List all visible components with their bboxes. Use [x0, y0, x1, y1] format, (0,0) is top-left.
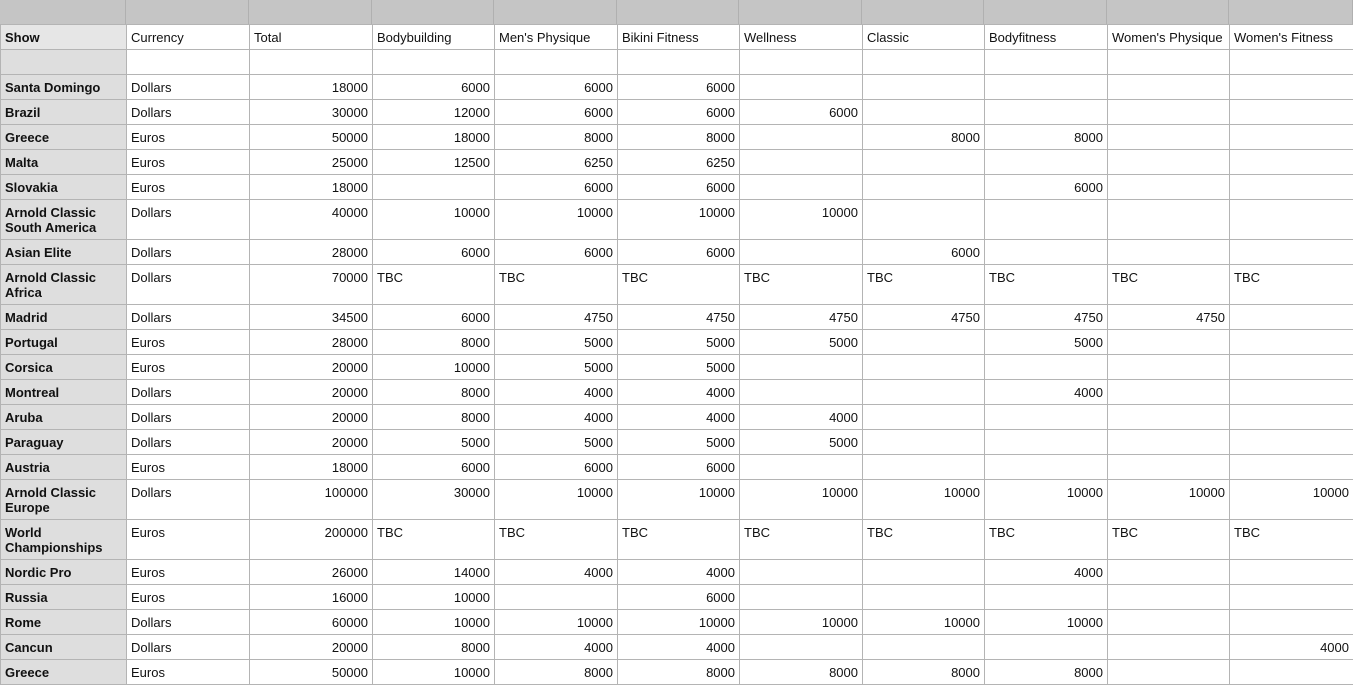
- cell-bodybuilding[interactable]: 8000: [373, 330, 495, 355]
- cell-womens-physique[interactable]: [1108, 240, 1230, 265]
- cell-mens-physique[interactable]: 5000: [495, 330, 618, 355]
- blank-cell[interactable]: [127, 50, 250, 75]
- cell-total[interactable]: 20000: [250, 430, 373, 455]
- cell-bikini-fitness[interactable]: 6000: [618, 455, 740, 480]
- cell-show[interactable]: Brazil: [1, 100, 127, 125]
- cell-currency[interactable]: Euros: [127, 455, 250, 480]
- cell-bikini-fitness[interactable]: 10000: [618, 480, 740, 520]
- cell-wellness[interactable]: TBC: [740, 265, 863, 305]
- cell-mens-physique[interactable]: 8000: [495, 660, 618, 685]
- table-row: [1, 430, 1353, 455]
- cell-currency[interactable]: Dollars: [127, 75, 250, 100]
- spreadsheet-grid: [0, 24, 1353, 685]
- table-row: [1, 560, 1353, 585]
- cell-classic[interactable]: [863, 430, 985, 455]
- cell-total[interactable]: 40000: [250, 200, 373, 240]
- table-row: [1, 265, 1353, 305]
- cell-womens-physique[interactable]: TBC: [1108, 265, 1230, 305]
- cell-bodybuilding[interactable]: 10000: [373, 355, 495, 380]
- cell-womens-fitness[interactable]: [1230, 330, 1353, 355]
- cell-currency[interactable]: Euros: [127, 330, 250, 355]
- cell-womens-fitness[interactable]: [1230, 355, 1353, 380]
- cell-bodybuilding[interactable]: 12500: [373, 150, 495, 175]
- cell-mens-physique[interactable]: 5000: [495, 430, 618, 455]
- cell-bodybuilding[interactable]: 10000: [373, 200, 495, 240]
- cell-total[interactable]: 20000: [250, 355, 373, 380]
- cell-mens-physique[interactable]: TBC: [495, 520, 618, 560]
- cell-bikini-fitness[interactable]: 8000: [618, 125, 740, 150]
- cell-total[interactable]: 26000: [250, 560, 373, 585]
- cell-bodyfitness[interactable]: [985, 355, 1108, 380]
- cell-womens-physique[interactable]: [1108, 560, 1230, 585]
- header-cell-womens-physique[interactable]: Women's Physique: [1108, 25, 1230, 50]
- cell-show[interactable]: Aruba: [1, 405, 127, 430]
- cell-mens-physique[interactable]: 6000: [495, 455, 618, 480]
- cell-bodyfitness[interactable]: 4000: [985, 380, 1108, 405]
- cell-total[interactable]: 30000: [250, 100, 373, 125]
- cell-bodybuilding[interactable]: 10000: [373, 610, 495, 635]
- blank-cell[interactable]: [1108, 50, 1230, 75]
- cell-wellness[interactable]: [740, 560, 863, 585]
- cell-womens-fitness[interactable]: [1230, 660, 1353, 685]
- table-row: [1, 150, 1353, 175]
- cell-classic[interactable]: 6000: [863, 240, 985, 265]
- cell-currency[interactable]: Euros: [127, 150, 250, 175]
- cell-classic[interactable]: [863, 405, 985, 430]
- cell-show[interactable]: Madrid: [1, 305, 127, 330]
- blank-cell[interactable]: [740, 50, 863, 75]
- table-row: [1, 380, 1353, 405]
- cell-bikini-fitness[interactable]: 6000: [618, 175, 740, 200]
- header-cell-wellness[interactable]: Wellness: [740, 25, 863, 50]
- cell-bodyfitness[interactable]: [985, 455, 1108, 480]
- cell-mens-physique[interactable]: 4000: [495, 380, 618, 405]
- cell-womens-physique[interactable]: [1108, 150, 1230, 175]
- cell-bodyfitness[interactable]: [985, 430, 1108, 455]
- cell-show[interactable]: Nordic Pro: [1, 560, 127, 585]
- cell-womens-physique[interactable]: [1108, 660, 1230, 685]
- cell-mens-physique[interactable]: 4000: [495, 405, 618, 430]
- cell-bodybuilding[interactable]: 18000: [373, 125, 495, 150]
- cell-wellness[interactable]: [740, 355, 863, 380]
- cell-classic[interactable]: 8000: [863, 125, 985, 150]
- cell-currency[interactable]: Dollars: [127, 265, 250, 305]
- cell-bodybuilding[interactable]: 5000: [373, 430, 495, 455]
- cell-total[interactable]: 16000: [250, 585, 373, 610]
- header-cell-total[interactable]: Total: [250, 25, 373, 50]
- cell-wellness[interactable]: TBC: [740, 520, 863, 560]
- table-row: [1, 100, 1353, 125]
- table-row: [1, 610, 1353, 635]
- cell-currency[interactable]: Dollars: [127, 480, 250, 520]
- blank-cell[interactable]: [373, 50, 495, 75]
- cell-currency[interactable]: Euros: [127, 585, 250, 610]
- cell-bodyfitness[interactable]: [985, 100, 1108, 125]
- cell-wellness[interactable]: [740, 380, 863, 405]
- cell-total[interactable]: 20000: [250, 635, 373, 660]
- table-row: [1, 660, 1353, 685]
- cell-classic[interactable]: [863, 560, 985, 585]
- cell-womens-fitness[interactable]: [1230, 560, 1353, 585]
- cell-womens-physique[interactable]: [1108, 75, 1230, 100]
- cell-wellness[interactable]: [740, 585, 863, 610]
- cell-wellness[interactable]: [740, 75, 863, 100]
- cell-show[interactable]: Malta: [1, 150, 127, 175]
- cell-mens-physique[interactable]: 6000: [495, 75, 618, 100]
- cell-bodybuilding[interactable]: 10000: [373, 660, 495, 685]
- cell-bikini-fitness[interactable]: 5000: [618, 355, 740, 380]
- cell-mens-physique[interactable]: TBC: [495, 265, 618, 305]
- cell-bodyfitness[interactable]: [985, 585, 1108, 610]
- cell-wellness[interactable]: [740, 125, 863, 150]
- cell-total[interactable]: 50000: [250, 660, 373, 685]
- cell-bikini-fitness[interactable]: 4750: [618, 305, 740, 330]
- cell-womens-fitness[interactable]: [1230, 125, 1353, 150]
- table-row: [1, 200, 1353, 240]
- cell-wellness[interactable]: 4750: [740, 305, 863, 330]
- blank-cell[interactable]: [250, 50, 373, 75]
- cell-womens-physique[interactable]: TBC: [1108, 520, 1230, 560]
- cell-show[interactable]: Slovakia: [1, 175, 127, 200]
- cell-womens-fitness[interactable]: [1230, 610, 1353, 635]
- cell-mens-physique[interactable]: 4000: [495, 635, 618, 660]
- cell-bodyfitness[interactable]: [985, 240, 1108, 265]
- cell-womens-fitness[interactable]: 10000: [1230, 480, 1353, 520]
- cell-womens-physique[interactable]: 4750: [1108, 305, 1230, 330]
- cell-womens-physique[interactable]: 10000: [1108, 480, 1230, 520]
- cell-bodyfitness[interactable]: 8000: [985, 660, 1108, 685]
- cell-show[interactable]: Arnold Classic South America: [1, 200, 127, 240]
- blank-cell[interactable]: [495, 50, 618, 75]
- cell-womens-physique[interactable]: [1108, 585, 1230, 610]
- cell-total[interactable]: 100000: [250, 480, 373, 520]
- cell-womens-physique[interactable]: [1108, 125, 1230, 150]
- blank-cell[interactable]: [1230, 50, 1353, 75]
- cell-total[interactable]: 60000: [250, 610, 373, 635]
- cell-wellness[interactable]: 10000: [740, 200, 863, 240]
- cell-bodybuilding[interactable]: 14000: [373, 560, 495, 585]
- cell-womens-fitness[interactable]: [1230, 150, 1353, 175]
- column-header-band: [0, 0, 1353, 24]
- cell-womens-fitness[interactable]: [1230, 380, 1353, 405]
- cell-mens-physique[interactable]: 10000: [495, 200, 618, 240]
- cell-wellness[interactable]: 5000: [740, 330, 863, 355]
- table-row: [1, 455, 1353, 480]
- cell-wellness[interactable]: 4000: [740, 405, 863, 430]
- header-cell-bodybuilding[interactable]: Bodybuilding: [373, 25, 495, 50]
- cell-mens-physique[interactable]: 6000: [495, 240, 618, 265]
- cell-mens-physique[interactable]: 6000: [495, 100, 618, 125]
- cell-bikini-fitness[interactable]: TBC: [618, 265, 740, 305]
- cell-bodybuilding[interactable]: TBC: [373, 520, 495, 560]
- cell-bodyfitness[interactable]: 10000: [985, 610, 1108, 635]
- cell-bodyfitness[interactable]: [985, 150, 1108, 175]
- cell-bodybuilding[interactable]: 10000: [373, 585, 495, 610]
- cell-bodyfitness[interactable]: 4750: [985, 305, 1108, 330]
- cell-show[interactable]: Asian Elite: [1, 240, 127, 265]
- cell-womens-fitness[interactable]: [1230, 75, 1353, 100]
- cell-total[interactable]: 28000: [250, 330, 373, 355]
- table-row: [1, 75, 1353, 100]
- cell-total[interactable]: 18000: [250, 455, 373, 480]
- cell-mens-physique[interactable]: 5000: [495, 355, 618, 380]
- cell-show[interactable]: Austria: [1, 455, 127, 480]
- cell-bikini-fitness[interactable]: 5000: [618, 430, 740, 455]
- cell-currency[interactable]: Dollars: [127, 380, 250, 405]
- cell-womens-fitness[interactable]: [1230, 200, 1353, 240]
- cell-currency[interactable]: Euros: [127, 660, 250, 685]
- cell-total[interactable]: 20000: [250, 405, 373, 430]
- cell-womens-physique[interactable]: [1108, 175, 1230, 200]
- cell-bodybuilding[interactable]: 6000: [373, 240, 495, 265]
- cell-bodyfitness[interactable]: TBC: [985, 520, 1108, 560]
- cell-bodyfitness[interactable]: 5000: [985, 330, 1108, 355]
- cell-bikini-fitness[interactable]: 6000: [618, 240, 740, 265]
- cell-show[interactable]: Russia: [1, 585, 127, 610]
- cell-bikini-fitness[interactable]: 8000: [618, 660, 740, 685]
- cell-womens-fitness[interactable]: [1230, 305, 1353, 330]
- table-row: [1, 125, 1353, 150]
- cell-womens-physique[interactable]: [1108, 430, 1230, 455]
- cell-womens-physique[interactable]: [1108, 380, 1230, 405]
- blank-row: [1, 50, 1353, 75]
- cell-bikini-fitness[interactable]: 6000: [618, 75, 740, 100]
- cell-show[interactable]: Rome: [1, 610, 127, 635]
- cell-currency[interactable]: Dollars: [127, 305, 250, 330]
- cell-show[interactable]: Corsica: [1, 355, 127, 380]
- cell-bikini-fitness[interactable]: 6000: [618, 100, 740, 125]
- cell-mens-physique[interactable]: 4000: [495, 560, 618, 585]
- cell-show[interactable]: Cancun: [1, 635, 127, 660]
- cell-show[interactable]: Greece: [1, 660, 127, 685]
- cell-classic[interactable]: [863, 455, 985, 480]
- cell-womens-fitness[interactable]: [1230, 585, 1353, 610]
- header-cell-currency[interactable]: Currency: [127, 25, 250, 50]
- cell-classic[interactable]: [863, 75, 985, 100]
- cell-bodyfitness[interactable]: [985, 200, 1108, 240]
- cell-womens-physique[interactable]: [1108, 200, 1230, 240]
- cell-bodybuilding[interactable]: TBC: [373, 265, 495, 305]
- cell-currency[interactable]: Dollars: [127, 635, 250, 660]
- cell-bodybuilding[interactable]: [373, 175, 495, 200]
- cell-womens-physique[interactable]: [1108, 610, 1230, 635]
- cell-total[interactable]: 18000: [250, 75, 373, 100]
- cell-currency[interactable]: Dollars: [127, 100, 250, 125]
- cell-bodyfitness[interactable]: TBC: [985, 265, 1108, 305]
- cell-bikini-fitness[interactable]: 10000: [618, 610, 740, 635]
- table-row: [1, 520, 1353, 560]
- cell-currency[interactable]: Dollars: [127, 430, 250, 455]
- cell-classic[interactable]: [863, 150, 985, 175]
- cell-bikini-fitness[interactable]: 5000: [618, 330, 740, 355]
- cell-currency[interactable]: Euros: [127, 175, 250, 200]
- cell-classic[interactable]: [863, 330, 985, 355]
- cell-classic[interactable]: TBC: [863, 520, 985, 560]
- cell-wellness[interactable]: 6000: [740, 100, 863, 125]
- cell-womens-fitness[interactable]: [1230, 405, 1353, 430]
- cell-bikini-fitness[interactable]: TBC: [618, 520, 740, 560]
- cell-total[interactable]: 70000: [250, 265, 373, 305]
- cell-bodyfitness[interactable]: [985, 75, 1108, 100]
- blank-cell[interactable]: [1, 50, 127, 75]
- cell-womens-fitness[interactable]: [1230, 455, 1353, 480]
- cell-bodybuilding[interactable]: 6000: [373, 305, 495, 330]
- cell-bikini-fitness[interactable]: 10000: [618, 200, 740, 240]
- cell-classic[interactable]: [863, 635, 985, 660]
- cell-mens-physique[interactable]: 4750: [495, 305, 618, 330]
- table-row: [1, 585, 1353, 610]
- cell-classic[interactable]: TBC: [863, 265, 985, 305]
- cell-total[interactable]: 20000: [250, 380, 373, 405]
- cell-currency[interactable]: Euros: [127, 560, 250, 585]
- cell-wellness[interactable]: [740, 240, 863, 265]
- cell-wellness[interactable]: 10000: [740, 610, 863, 635]
- cell-bodybuilding[interactable]: 12000: [373, 100, 495, 125]
- cell-wellness[interactable]: 8000: [740, 660, 863, 685]
- cell-bodyfitness[interactable]: [985, 405, 1108, 430]
- cell-wellness[interactable]: [740, 635, 863, 660]
- cell-bodybuilding[interactable]: 6000: [373, 455, 495, 480]
- cell-classic[interactable]: [863, 100, 985, 125]
- cell-wellness[interactable]: [740, 150, 863, 175]
- blank-cell[interactable]: [985, 50, 1108, 75]
- cell-mens-physique[interactable]: 6250: [495, 150, 618, 175]
- cell-currency[interactable]: Dollars: [127, 200, 250, 240]
- cell-mens-physique[interactable]: [495, 585, 618, 610]
- cell-total[interactable]: 28000: [250, 240, 373, 265]
- header-cell-bodyfitness[interactable]: Bodyfitness: [985, 25, 1108, 50]
- cell-womens-physique[interactable]: [1108, 355, 1230, 380]
- blank-cell[interactable]: [618, 50, 740, 75]
- cell-bikini-fitness[interactable]: 4000: [618, 560, 740, 585]
- cell-classic[interactable]: 10000: [863, 480, 985, 520]
- table-row: [1, 330, 1353, 355]
- cell-currency[interactable]: Dollars: [127, 610, 250, 635]
- cell-womens-fitness[interactable]: 4000: [1230, 635, 1353, 660]
- table-row: [1, 355, 1353, 380]
- cell-total[interactable]: 34500: [250, 305, 373, 330]
- cell-total[interactable]: 18000: [250, 175, 373, 200]
- cell-currency[interactable]: Dollars: [127, 240, 250, 265]
- header-cell-mens-physique[interactable]: Men's Physique: [495, 25, 618, 50]
- cell-wellness[interactable]: 10000: [740, 480, 863, 520]
- cell-bodybuilding[interactable]: 30000: [373, 480, 495, 520]
- cell-bikini-fitness[interactable]: 4000: [618, 405, 740, 430]
- cell-classic[interactable]: 8000: [863, 660, 985, 685]
- cell-bodyfitness[interactable]: 8000: [985, 125, 1108, 150]
- cell-wellness[interactable]: [740, 455, 863, 480]
- cell-classic[interactable]: 4750: [863, 305, 985, 330]
- table-row: [1, 480, 1353, 520]
- cell-currency[interactable]: Dollars: [127, 405, 250, 430]
- cell-womens-fitness[interactable]: [1230, 175, 1353, 200]
- cell-show[interactable]: Arnold Classic Europe: [1, 480, 127, 520]
- cell-mens-physique[interactable]: 10000: [495, 610, 618, 635]
- cell-mens-physique[interactable]: 8000: [495, 125, 618, 150]
- cell-show[interactable]: Santa Domingo: [1, 75, 127, 100]
- cell-bodyfitness[interactable]: 10000: [985, 480, 1108, 520]
- cell-mens-physique[interactable]: 10000: [495, 480, 618, 520]
- cell-bodybuilding[interactable]: 6000: [373, 75, 495, 100]
- cell-show[interactable]: Montreal: [1, 380, 127, 405]
- cell-classic[interactable]: [863, 380, 985, 405]
- cell-classic[interactable]: 10000: [863, 610, 985, 635]
- cell-total[interactable]: 25000: [250, 150, 373, 175]
- cell-womens-physique[interactable]: [1108, 100, 1230, 125]
- header-cell-bikini-fitness[interactable]: Bikini Fitness: [618, 25, 740, 50]
- cell-currency[interactable]: Euros: [127, 125, 250, 150]
- cell-bikini-fitness[interactable]: 6250: [618, 150, 740, 175]
- cell-bodyfitness[interactable]: 4000: [985, 560, 1108, 585]
- cell-classic[interactable]: [863, 175, 985, 200]
- cell-classic[interactable]: [863, 585, 985, 610]
- cell-classic[interactable]: [863, 355, 985, 380]
- header-cell-show[interactable]: Show: [1, 25, 127, 50]
- cell-bodyfitness[interactable]: 6000: [985, 175, 1108, 200]
- cell-womens-fitness[interactable]: TBC: [1230, 265, 1353, 305]
- cell-bodybuilding[interactable]: 8000: [373, 405, 495, 430]
- cell-classic[interactable]: [863, 200, 985, 240]
- column-header-row: [1, 25, 1353, 50]
- header-cell-classic[interactable]: Classic: [863, 25, 985, 50]
- cell-show[interactable]: Portugal: [1, 330, 127, 355]
- cell-womens-physique[interactable]: [1108, 330, 1230, 355]
- cell-mens-physique[interactable]: 6000: [495, 175, 618, 200]
- table-row: [1, 635, 1353, 660]
- cell-bodybuilding[interactable]: 8000: [373, 635, 495, 660]
- table-row: [1, 175, 1353, 200]
- cell-womens-fitness[interactable]: TBC: [1230, 520, 1353, 560]
- table-row: [1, 240, 1353, 265]
- cell-bikini-fitness[interactable]: 4000: [618, 635, 740, 660]
- cell-womens-fitness[interactable]: [1230, 100, 1353, 125]
- cell-womens-physique[interactable]: [1108, 405, 1230, 430]
- cell-womens-physique[interactable]: [1108, 635, 1230, 660]
- cell-womens-fitness[interactable]: [1230, 240, 1353, 265]
- cell-wellness[interactable]: 5000: [740, 430, 863, 455]
- cell-show[interactable]: World Championships: [1, 520, 127, 560]
- cell-total[interactable]: 200000: [250, 520, 373, 560]
- cell-womens-fitness[interactable]: [1230, 430, 1353, 455]
- cell-bodybuilding[interactable]: 8000: [373, 380, 495, 405]
- cell-bodyfitness[interactable]: [985, 635, 1108, 660]
- cell-show[interactable]: Arnold Classic Africa: [1, 265, 127, 305]
- cell-currency[interactable]: Euros: [127, 355, 250, 380]
- cell-currency[interactable]: Euros: [127, 520, 250, 560]
- cell-show[interactable]: Greece: [1, 125, 127, 150]
- header-cell-womens-fitness[interactable]: Women's Fitness: [1230, 25, 1353, 50]
- cell-show[interactable]: Paraguay: [1, 430, 127, 455]
- blank-cell[interactable]: [863, 50, 985, 75]
- cell-wellness[interactable]: [740, 175, 863, 200]
- cell-bikini-fitness[interactable]: 4000: [618, 380, 740, 405]
- table-row: [1, 305, 1353, 330]
- cell-womens-physique[interactable]: [1108, 455, 1230, 480]
- cell-bikini-fitness[interactable]: 6000: [618, 585, 740, 610]
- table-row: [1, 405, 1353, 430]
- cell-total[interactable]: 50000: [250, 125, 373, 150]
